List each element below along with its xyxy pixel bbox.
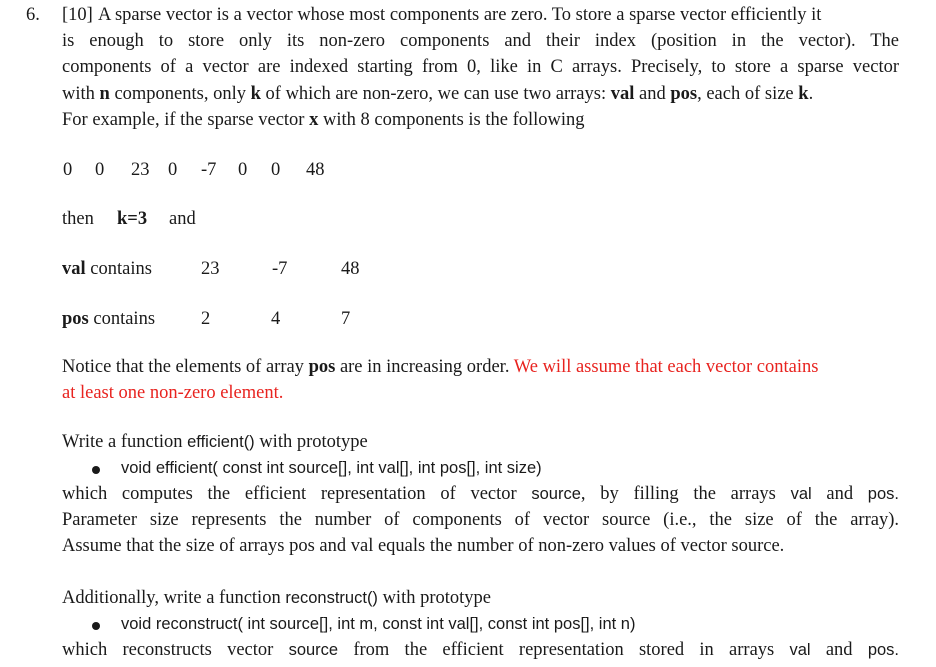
vector-component: 0 [238, 160, 248, 180]
reconstruct-desc-1: which reconstructs vector source from the efficient representation stored in arrays val and pos. [62, 640, 899, 660]
n-var: n [99, 84, 110, 104]
val-value: 23 [201, 259, 220, 279]
intro-line-1: A sparse vector is a vector whose most components are zero. To store a sparse vector efficiently it [98, 5, 822, 25]
and-label: and [169, 209, 196, 229]
intro-line-5: For example, if the sparse vector x with 8 components is the following [62, 110, 585, 130]
val-term: val [610, 84, 635, 104]
vector-component: 0 [95, 160, 105, 180]
notice-line-2: at least one non-zero element. [62, 383, 284, 403]
vector-component: 0 [271, 160, 281, 180]
vector-component: 0 [168, 160, 178, 180]
pos-term: pos [670, 84, 698, 104]
efficient-desc-1: which computes the efficient representation of vector source, by filling the arrays val and pos. [62, 484, 899, 504]
efficient-prototype: void efficient( const int source[], int val[], int pos[], int size) [121, 459, 542, 477]
notice-line-1: Notice that the elements of array pos are in increasing order. We will assume that each vector contains [62, 357, 819, 377]
pos-value: 2 [201, 309, 211, 329]
bullet-icon [92, 466, 100, 474]
reconstruct-function-name: reconstruct() [285, 589, 378, 607]
k-var-2: k [798, 84, 809, 104]
vector-component: 48 [306, 160, 325, 180]
efficient-desc-3: Assume that the size of arrays pos and val equals the number of non-zero values of vector source. [62, 536, 785, 556]
intro-line-4: with n components, only k of which are non-zero, we can use two arrays: val and pos, each of size k. [62, 84, 814, 104]
intro-line-3: components of a vector are indexed starting from 0, like in C arrays. Precisely, to store a sparse vector [62, 57, 899, 77]
vector-component: -7 [201, 160, 217, 180]
x-var: x [309, 110, 319, 130]
question-number: 6. [26, 5, 40, 25]
pos-contains-label: pos contains [62, 309, 156, 329]
reconstruct-prototype: void reconstruct( int source[], int m, const int val[], const int pos[], int n) [121, 615, 636, 633]
efficient-function-name: efficient() [187, 433, 255, 451]
val-value: 48 [341, 259, 360, 279]
intro-line-2: is enough to store only its non-zero components and their index (position in the vector). The [62, 31, 899, 51]
pos-value: 4 [271, 309, 281, 329]
k-equals: k=3 [117, 209, 148, 229]
reconstruct-intro: Additionally, write a function reconstruct() with prototype [62, 588, 491, 608]
k-var: k [250, 84, 261, 104]
assumption-text: We will assume that each vector contains [513, 357, 819, 377]
val-contains-label: val contains [62, 259, 152, 279]
efficient-desc-2: Parameter size represents the number of components of vector source (i.e., the size of the array). [62, 510, 899, 530]
pos-value: 7 [341, 309, 351, 329]
vector-component: 0 [63, 160, 73, 180]
efficient-intro: Write a function efficient() with prototype [62, 432, 368, 452]
then-label: then [62, 209, 94, 229]
val-value: -7 [272, 259, 288, 279]
question-points: [10] [62, 5, 93, 25]
vector-component: 23 [131, 160, 150, 180]
bullet-icon [92, 622, 100, 630]
